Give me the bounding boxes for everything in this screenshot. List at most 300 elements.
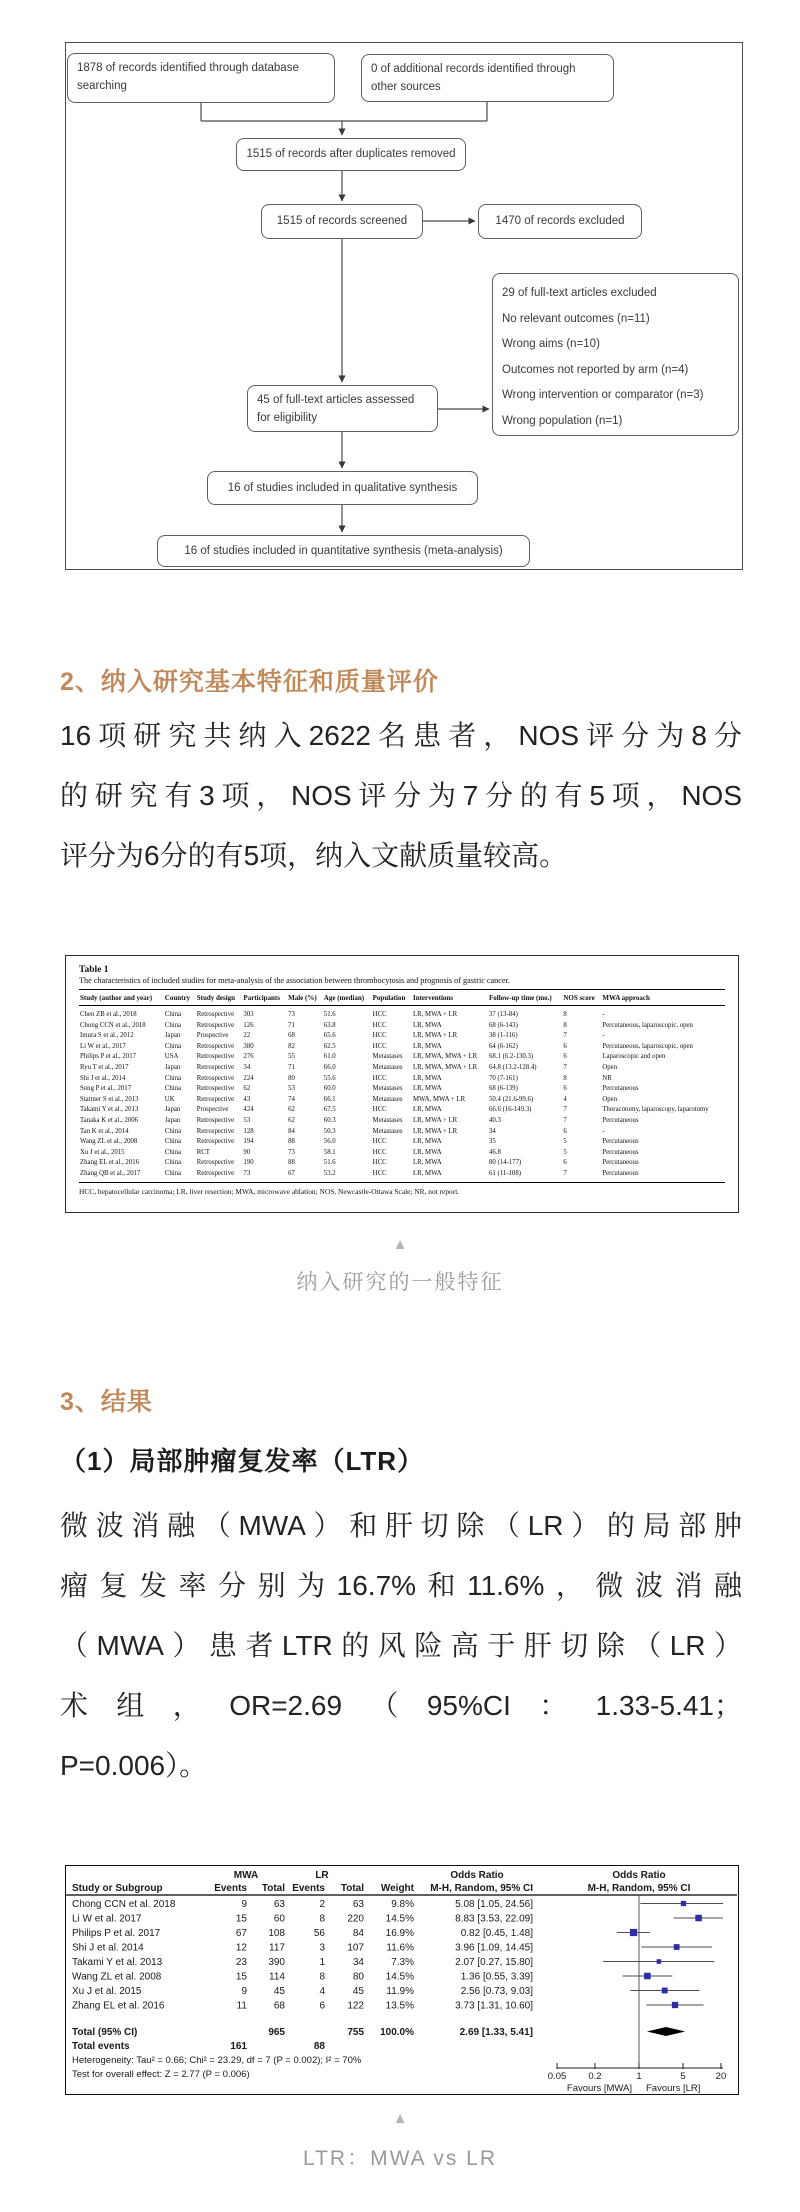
table1-row	[79, 1137, 725, 1148]
table1-cell: HCC	[372, 1148, 387, 1156]
forest-text: 80	[352, 1971, 364, 1983]
table1-cell: Metastases	[372, 1116, 403, 1124]
table1-cell: 61.0	[323, 1053, 336, 1061]
table1-cell: 224	[243, 1074, 254, 1082]
table1-cell: Percutaneous, laparoscopic, open	[602, 1042, 693, 1050]
forest-group-lr: LR	[315, 1870, 329, 1881]
forest-text: 12	[235, 1942, 247, 1954]
forest-text: 7.3%	[391, 1957, 414, 1968]
forest-text: 68	[273, 2000, 285, 2012]
flow-box-duplicates-removed: 1515 of records after duplicates removed	[236, 138, 466, 171]
table1-cell: LR, MWA	[412, 1169, 488, 1182]
table1-cell: Ryu T et al., 2017	[80, 1063, 129, 1071]
table1-column-header: Interventions	[412, 991, 488, 1006]
forest-or-value: 2.56 [0.73, 9.03]	[460, 1986, 533, 1997]
forest-or-value: 2.07 [0.27, 15.80]	[455, 1957, 533, 1968]
table1-cell: LR, MWA	[412, 1021, 442, 1029]
table1-cell: 5	[563, 1138, 567, 1146]
forest-text: Total	[261, 1883, 285, 1894]
ltr-paragraph-line: 微波消融（MWA）和肝切除（LR）的局部肿	[60, 1510, 742, 1541]
forest-or-value: 1.36 [0.55, 3.39]	[460, 1971, 533, 1983]
table1-cell: HCC	[372, 1011, 387, 1018]
forest-text: 15	[235, 1971, 247, 1983]
table1-cell: 55.6	[323, 1074, 336, 1082]
flow-box-fulltext-excluded	[492, 273, 739, 436]
table1-cell: Retrospective	[196, 1169, 243, 1182]
forest-favours-right: Favours [LR]	[646, 2083, 701, 2093]
table1-cell: 73	[242, 1169, 287, 1182]
flow-box-records-excluded: 1470 of records excluded	[478, 204, 642, 239]
table1-cell: Retrospective	[196, 1053, 235, 1061]
table1-cell: Japan	[164, 1116, 181, 1124]
ltr-subheading: （1）局部肿瘤复发率（LTR）	[60, 1446, 425, 1476]
forest-point-estimate	[662, 1988, 668, 1994]
table1-caption: 纳入研究的一般特征	[296, 1271, 504, 1294]
table1-cell: Tan K et al., 2014	[80, 1127, 129, 1135]
section2-paragraph	[60, 706, 742, 886]
forest-text: 11.6%	[386, 1942, 414, 1954]
table1-cell: 424	[243, 1106, 254, 1114]
ltr-paragraph-line: 术组，OR=2.69（95%CI：1.33-5.41；	[60, 1690, 742, 1721]
table1-cell: 40.3	[488, 1116, 501, 1124]
table1-row	[79, 1031, 725, 1042]
table1-cell: 61 (11-108)	[488, 1169, 562, 1182]
table1-cell: 276	[243, 1053, 254, 1061]
forest-study-header: Study or Subgroup	[72, 1883, 163, 1894]
forest-study-name: Zhang EL et al. 2016	[72, 2000, 165, 2012]
forest-text: 45	[352, 1986, 364, 1997]
flow-box-qualitative-synthesis: 16 of studies included in qualitative synthesis	[207, 471, 478, 505]
table1-cell: 50.4 (21.6-99.6)	[488, 1095, 534, 1103]
table1-cell: LR, MWA	[412, 1042, 442, 1050]
forest-group-mwa: MWA	[233, 1870, 259, 1881]
table1-cell: China	[164, 1021, 182, 1029]
table1-cell: LR, MWA	[412, 1106, 442, 1114]
forest-summary-diamond	[647, 2027, 685, 2036]
table1-cell: 66.6 (16-149.3)	[488, 1106, 532, 1114]
forest-text: 11	[236, 2000, 247, 2012]
forest-plot	[66, 1866, 737, 2093]
forest-study-name: Xu J et al. 2015	[72, 1986, 142, 1997]
ltr-paragraph-line: （MWA）患者LTR的风险高于肝切除（LR）	[60, 1630, 742, 1661]
forest-study-name: Li W et al. 2017	[72, 1913, 142, 1925]
table1-cell: 380	[243, 1042, 254, 1050]
exclusion-reason-line: Wrong aims (n=10)	[502, 338, 600, 350]
table1-row	[79, 1169, 725, 1182]
forest-study-name: Shi J et al. 2014	[72, 1942, 144, 1954]
table1-cell: 22	[243, 1032, 251, 1040]
table1-column-header: NOS score	[562, 991, 601, 1006]
table1-cell: 80	[288, 1074, 295, 1082]
forest-text: 14.5%	[385, 1971, 414, 1983]
table1-cell: 8	[563, 1021, 567, 1029]
forest-text: 965	[268, 2027, 285, 2038]
forest-or-header: Odds Ratio	[450, 1870, 504, 1881]
table1-cell: Retrospective	[196, 1116, 235, 1124]
table1-subtitle: The characteristics of included studies for meta-analysis of the association between thrombocytosis and prognosis of gastric cancer.	[79, 975, 725, 990]
forest-study-name: Takami Y et al. 2013	[72, 1957, 163, 1968]
table1-cell: 73	[288, 1011, 295, 1018]
forest-text: 2	[319, 1899, 325, 1910]
table1-cell: Imura S et al., 2012	[80, 1032, 134, 1040]
table1-cell: -	[602, 1127, 605, 1135]
table1-cell: Retrospective	[196, 1021, 235, 1029]
table1-cell: LR, MWA + LR	[412, 1127, 458, 1135]
table1-cell: Retrospective	[196, 1011, 235, 1018]
table1-column-header: Participants	[242, 991, 287, 1006]
table1-cell: Percutaneous	[602, 1138, 639, 1146]
table1-cell: HCC	[372, 1106, 387, 1114]
flow-box-records-identified: 1878 of records identified through database searching	[67, 53, 335, 103]
table1-cell: Open	[602, 1095, 618, 1103]
forest-point-estimate	[674, 1944, 680, 1950]
table1-cell: Metastases	[372, 1095, 403, 1103]
table1-cell: 62	[288, 1116, 295, 1124]
table1-row	[79, 1158, 725, 1169]
forest-point-estimate	[657, 1959, 662, 1964]
table1-cell: Japan	[164, 1063, 181, 1071]
forest-text: 107	[347, 1942, 364, 1954]
flow-box-fulltext-assessed: 45 of full-text articles assessed for eligibility	[247, 385, 438, 432]
table1-column-header: Age (median)	[323, 991, 372, 1006]
table1-cell: Metastases	[372, 1127, 403, 1135]
table1-cell: 4	[563, 1095, 567, 1103]
section2-paragraph-line: 16项研究共纳入2622名患者，NOS评分为8分	[60, 720, 742, 751]
table1-cell: Percutaneous	[601, 1169, 725, 1182]
forest-heterogeneity: Heterogeneity: Tau² = 0.66; Chi² = 23.29, df = 7 (P = 0.002); I² = 70%	[72, 2055, 362, 2066]
table1-cell: Prospective	[196, 1106, 229, 1114]
table1-cell: Retrospective	[196, 1138, 235, 1146]
table1-cell: 90	[243, 1148, 251, 1156]
table1-cell: HCC	[372, 1042, 387, 1050]
table1-footnote: HCC, hepatocellular carcinoma; LR, liver resection; MWA, microwave ablation; NOS, Newcastle-Ottawa Scale; NR, not report.	[79, 1186, 460, 1196]
table1-cell: -	[602, 1032, 605, 1040]
forest-total-label: Total (95% CI)	[72, 2027, 138, 2038]
forest-point-estimate	[672, 2002, 678, 2008]
section3-heading: 3、结果	[60, 1388, 153, 1416]
table1-row	[79, 1021, 725, 1032]
table1-cell: USA	[164, 1053, 179, 1061]
table1-cell: LR, MWA	[412, 1138, 442, 1146]
forest-text: M-H, Random, 95% CI	[430, 1883, 533, 1894]
forest-total-events-label: Total events	[72, 2041, 130, 2052]
table1-cell: 70 (7-161)	[488, 1074, 518, 1082]
table1-cell: Philips P et al., 2017	[80, 1053, 137, 1061]
table1-cell: 67	[287, 1169, 323, 1182]
forest-or-value: 3.73 [1.31, 10.60]	[455, 2000, 533, 2012]
table1-cell: 126	[243, 1021, 254, 1029]
table1-column-header: Country	[164, 991, 196, 1006]
table1-cell: Open	[602, 1063, 618, 1071]
table1-cell: 46.8	[488, 1148, 501, 1156]
forest-text: 56	[313, 1928, 325, 1939]
table1-cell: 66.1	[323, 1095, 336, 1103]
table1-cell: LR, MWA	[412, 1074, 442, 1082]
table1-cell: RCT	[196, 1148, 210, 1156]
exclusion-reason-line: 29 of full-text articles excluded	[502, 287, 657, 299]
forest-text: 108	[268, 1928, 285, 1939]
table1-cell: Stattner S et al., 2013	[80, 1095, 139, 1103]
table1-column-header: Follow-up time (mo.)	[488, 991, 562, 1006]
flow-box-records-screened: 1515 of records screened	[261, 204, 423, 239]
forest-text: 8	[319, 1971, 325, 1983]
forest-text: Events	[214, 1883, 247, 1894]
table1-cell: Shi J et al., 2014	[80, 1074, 126, 1082]
table1-cell: 63.8	[323, 1021, 336, 1029]
table1-column-header: Study (author and year)	[79, 991, 164, 1006]
flow-box-additional-records: 0 of additional records identified through other sources	[361, 54, 614, 102]
table1-cell: 35	[488, 1138, 496, 1146]
table1-cell: 51.6	[323, 1159, 336, 1167]
forest-study-name: Philips P et al. 2017	[72, 1928, 161, 1939]
table1-cell: 34	[243, 1063, 251, 1071]
forest-text: 220	[347, 1913, 364, 1925]
table1-cell: 7	[563, 1063, 567, 1071]
table1-cell: Japan	[164, 1106, 181, 1114]
table1-cell: LR, MWA	[412, 1159, 442, 1167]
table1-column-header: Male (%)	[287, 991, 323, 1006]
forest-text: 100.0%	[380, 2027, 414, 2038]
forest-text: 15	[235, 1913, 247, 1925]
table1-cell: 7	[562, 1169, 601, 1182]
table1-cell: 80 (14-177)	[488, 1159, 522, 1167]
table1-cell: 62	[243, 1085, 251, 1093]
table1-cell: HCC	[372, 1169, 412, 1182]
forest-text: 8	[319, 1913, 325, 1925]
table1-cell: LR, MWA + LR	[412, 1116, 458, 1124]
table1-cell: 88	[288, 1159, 295, 1167]
forest-text: 161	[230, 2041, 247, 2052]
table1-cell: Percutaneous, laparoscopic, open	[602, 1021, 693, 1029]
table1-cell: Retrospective	[196, 1042, 235, 1050]
forest-plot-figure	[65, 1865, 739, 2095]
table1-cell: HCC	[372, 1138, 387, 1146]
forest-text: 122	[347, 2000, 364, 2012]
forest-text: 9	[241, 1899, 247, 1910]
table1-cell: 82	[288, 1042, 295, 1050]
forest-text: 45	[273, 1986, 285, 1997]
forest-text: 84	[352, 1928, 364, 1939]
forest-study-name: Wang ZL et al. 2008	[72, 1971, 162, 1983]
table1-row	[79, 1148, 725, 1159]
table1-cell: HCC	[372, 1159, 387, 1167]
table1-cell: 68 (6-143)	[488, 1021, 518, 1029]
table1-cell: Li W et al., 2017	[80, 1042, 126, 1050]
section2-heading: 2、纳入研究基本特征和质量评价	[60, 668, 439, 696]
table1-cell: 62.5	[323, 1042, 336, 1050]
forest-text: 23	[235, 1957, 247, 1968]
table1-cell: -	[602, 1011, 605, 1018]
table1-cell: 60.0	[323, 1085, 336, 1093]
table1-cell: 53.2	[323, 1169, 372, 1182]
forest-text: Weight	[380, 1883, 414, 1894]
table1-cell: Zhang EL et al., 2016	[80, 1159, 140, 1167]
forest-or-value: 3.96 [1.09, 14.45]	[455, 1942, 533, 1954]
table1-cell: 64.8 (13.2-128.4)	[488, 1063, 537, 1071]
table1-cell: LR, MWA	[412, 1148, 442, 1156]
table1-cell: LR, MWA	[412, 1085, 442, 1093]
exclusion-reason-line: Wrong population (n=1)	[502, 414, 623, 427]
forest-text: 9.8%	[391, 1899, 414, 1910]
table1-cell: NR	[602, 1074, 612, 1082]
table1-cell: HCC	[372, 1074, 387, 1082]
table1-cell: Xu J et al., 2015	[80, 1148, 125, 1156]
exclusion-reason-line: Outcomes not reported by arm (n=4)	[502, 363, 689, 376]
table1-cell: 53	[288, 1085, 295, 1093]
forest-favours-left: Favours [MWA]	[566, 2083, 632, 2093]
forest-point-estimate	[695, 1915, 702, 1922]
table1-cell: 53	[243, 1116, 251, 1124]
table1-cell: Thoracotomy, laparoscopy, laparotomy	[602, 1106, 709, 1114]
table1-cell: HCC	[372, 1021, 387, 1029]
table1-cell: 50.3	[323, 1127, 336, 1135]
table1-cell: Song P et al., 2017	[80, 1085, 132, 1093]
table1-cell: Chong CCN et al., 2018	[80, 1021, 146, 1029]
forest-study-name: Chong CCN et al. 2018	[72, 1899, 176, 1910]
table1-row	[79, 1084, 725, 1095]
table1-cell: 190	[243, 1159, 254, 1167]
forest-text: 117	[269, 1942, 285, 1954]
table1-cell: Takami Y et al., 2013	[80, 1106, 139, 1114]
table1-cell: LR, MWA, MWA + LR	[412, 1063, 478, 1071]
table1-cell: 51.6	[323, 1011, 336, 1018]
table1-cell: Retrospective	[196, 1085, 235, 1093]
table1-cell: 7	[563, 1106, 567, 1114]
forest-text: 755	[347, 2027, 364, 2038]
table1-row	[79, 1074, 725, 1085]
table1-cell: China	[164, 1042, 182, 1050]
table1-cell: 67.5	[323, 1106, 336, 1114]
table1-cell: Chen ZB et al., 2018	[80, 1011, 137, 1018]
table1-cell: Percutaneous	[602, 1085, 639, 1093]
table1-cell: UK	[164, 1095, 175, 1103]
table1-cell: 73	[288, 1148, 295, 1156]
table1-row	[79, 1042, 725, 1053]
table1-cell: China	[164, 1127, 182, 1135]
table1-cell: 6	[563, 1042, 567, 1050]
table1-cell: 128	[243, 1127, 254, 1135]
table1-cell: 56.0	[323, 1138, 336, 1146]
table1-cell: 6	[563, 1159, 567, 1167]
forest-axis-tick-label: 5	[680, 2071, 686, 2082]
forest-or-value: 0.82 [0.45, 1.48]	[460, 1928, 533, 1939]
table1-cell: Percutaneous	[602, 1148, 639, 1156]
table1-cell: 194	[243, 1138, 254, 1146]
table1-cell: China	[164, 1011, 182, 1018]
table1-row	[79, 1052, 725, 1063]
forest-text: M-H, Random, 95% CI	[587, 1883, 691, 1894]
forest-text: 6	[319, 2000, 325, 2012]
table1-cell: 88	[288, 1138, 295, 1146]
forest-text: 114	[269, 1971, 285, 1983]
table1-title: Table 1	[79, 965, 109, 975]
exclusion-reason-line: Wrong intervention or comparator (n=3)	[502, 389, 704, 401]
collapse-arrow-icon: ▲	[392, 2110, 408, 2127]
table1-cell: China	[164, 1159, 182, 1167]
table1-row	[79, 1006, 725, 1021]
forest-text: 60	[273, 1913, 285, 1925]
table1-cell: China	[164, 1169, 196, 1182]
table1-cell: Retrospective	[196, 1074, 235, 1082]
table1-cell: MWA, MWA + LR	[412, 1095, 466, 1103]
forest-axis-tick-label: 20	[715, 2071, 727, 2082]
forest-overall-effect: Test for overall effect: Z = 2.77 (P = 0.006)	[72, 2069, 250, 2080]
table1-cell: Zhang QB et al., 2017	[79, 1169, 164, 1182]
table1-cell: Wang ZL et al., 2008	[80, 1138, 138, 1146]
table1-cell: 5	[563, 1148, 567, 1156]
table1-cell: 8	[563, 1074, 567, 1082]
table1-figure	[65, 955, 739, 1213]
flow-box-quantitative-synthesis: 16 of studies included in quantitative synthesis (meta-analysis)	[157, 535, 530, 567]
table1-cell: 37 (13-84)	[488, 1011, 518, 1018]
table1-cell: Laparoscopic and open	[602, 1053, 666, 1061]
table1-cell: Percutaneous	[602, 1116, 639, 1124]
ltr-paragraph-line: 瘤复发率分别为16.7%和11.6%，微波消融	[60, 1570, 742, 1601]
forest-text: 390	[268, 1957, 285, 1968]
table1-cell: 6	[563, 1053, 567, 1061]
forest-total-or: 2.69 [1.33, 5.41]	[459, 2027, 533, 2038]
table1-row	[79, 1095, 725, 1106]
table1-cell: 68 (6-139)	[488, 1085, 518, 1093]
table1-cell: 60.3	[323, 1116, 336, 1124]
included-studies-table	[79, 991, 725, 1183]
table1-row	[79, 1063, 725, 1074]
table1-cell: 71	[288, 1063, 295, 1071]
forest-text: 14.5%	[385, 1913, 414, 1925]
table1-row	[79, 1127, 725, 1138]
table1-cell: 62	[288, 1106, 295, 1114]
forest-text: 9	[241, 1986, 247, 1997]
exclusion-reason-line: No relevant outcomes (n=11)	[502, 312, 650, 325]
table1-cell: China	[164, 1148, 182, 1156]
table1-cell: Tanaka K et al., 2006	[80, 1116, 139, 1124]
forest-or-value: 5.08 [1.05, 24.56]	[455, 1899, 533, 1910]
table1-column-header: Population	[372, 991, 412, 1006]
forest-point-estimate	[630, 1929, 637, 1936]
forest-point-estimate	[681, 1901, 686, 1906]
table1-header-row	[79, 991, 725, 1006]
table1-cell: 84	[288, 1127, 295, 1135]
table1-cell: Metastases	[372, 1053, 403, 1061]
section2-paragraph-line: 评分为6分的有5项，纳入文献质量较高。	[60, 840, 568, 871]
table1-cell: Retrospective	[196, 1095, 235, 1103]
forest-text: 13.5%	[385, 2000, 414, 2012]
forest-axis-tick-label: 1	[636, 2071, 642, 2082]
collapse-arrow-icon: ▲	[392, 1236, 408, 1253]
forest-text: Total	[340, 1883, 364, 1894]
prisma-flow-diagram	[65, 42, 743, 570]
table1-cell: 6	[563, 1127, 567, 1135]
table1-cell: 34	[488, 1127, 496, 1135]
table1-cell: Retrospective	[196, 1159, 235, 1167]
forest-text: 63	[273, 1899, 285, 1910]
forest-text: 3	[319, 1942, 325, 1954]
table1-cell: 6	[563, 1085, 567, 1093]
forest-or-plot-header: Odds Ratio	[612, 1870, 666, 1881]
table1-cell: 58.1	[323, 1148, 336, 1156]
table1-cell: 64 (6-162)	[488, 1042, 518, 1050]
forest-text: 67	[235, 1928, 247, 1939]
table1-cell: Retrospective	[196, 1063, 235, 1071]
forest-text: 34	[352, 1957, 364, 1968]
ltr-paragraph	[60, 1496, 742, 1796]
forest-axis-tick-label: 0.05	[547, 2071, 567, 2082]
forest-text: 63	[352, 1899, 364, 1910]
table1-cell: 68	[288, 1032, 295, 1040]
forest-or-value: 8.83 [3.53, 22.09]	[455, 1913, 533, 1925]
table1-cell: Percutaneous	[602, 1159, 639, 1167]
table1-cell: 8	[563, 1011, 567, 1018]
